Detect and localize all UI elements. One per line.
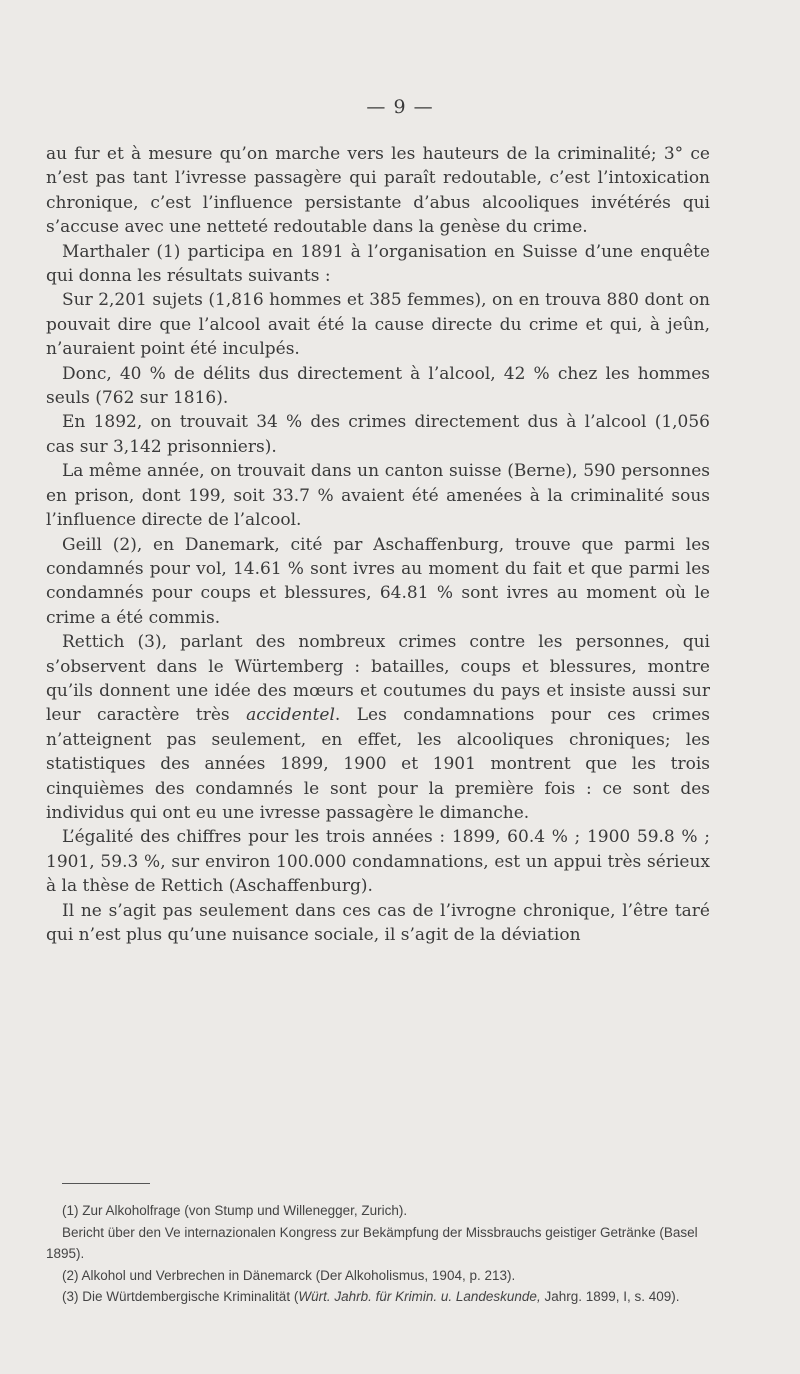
paragraph: Donc, 40 % de délits dus directement à l’alcool, 42 % chez les hommes seuls (762 sur 1816).	[46, 363, 710, 409]
footnote	[46, 1286, 710, 1308]
body-text	[46, 142, 710, 947]
footnotes	[46, 1200, 710, 1308]
paragraph-text: . Les condamnations pour ces crimes n’atteignent pas seulement, en effet, les alcooliques chroniques; les statistiques des années 1899, 1900 et 1901 montrent que les trois cinquièmes des condamnés le sont pour la première fois : ce sont des individus qui ont eu une ivresse passagère le dimanche.	[46, 705, 711, 823]
paragraph: Il ne s’agit pas seulement dans ces cas de l’ivrogne chronique, l’être taré qui n’est plus qu’une nuisance sociale, il s’agit de la déviation	[46, 900, 710, 945]
footnote: (1) Zur Alkoholfrage (von Stump und Willenegger, Zurich).	[62, 1203, 408, 1218]
footnote: Bericht über den Ve internazionalen Kongress zur Bekämpfung der Missbrauchs geistiger Getränke (Basel 1895).	[46, 1224, 698, 1262]
paragraph: L’égalité des chiffres pour les trois années : 1899, 60.4 % ; 1900 59.8 % ; 1901, 59.3 %, sur environ 100.000 condamnations, est un appui très sérieux à la thèse de Rettich (Aschaffenburg).	[46, 827, 710, 897]
footnote: (2) Alkohol und Verbrechen in Dänemarck (Der Alkoholismus, 1904, p. 213).	[62, 1267, 516, 1283]
paragraph-text: Rettich (3), parlant des nombreux crimes contre les personnes, qui s’observent dans le Würtemberg : batailles, coups et blessures, montre qu’ils donnent une idée des mœurs et coutumes du pays et insiste aussi sur leur caractère très	[46, 632, 710, 726]
paragraph: Marthaler (1) participa en 1891 à l’organisation en Suisse d’une enquête qui donna les résultats suivants :	[46, 241, 710, 287]
italic-term: accidentel	[246, 705, 335, 726]
footnote-text: Jahrg. 1899, I, s. 409).	[540, 1289, 680, 1305]
paragraph: En 1892, on trouvait 34 % des crimes directement dus à l’alcool (1,056 cas sur 3,142 prisonniers).	[46, 412, 710, 457]
footnote-text: (3) Die Würtdembergische Kriminalität (	[62, 1289, 299, 1305]
footnote-separator	[62, 1183, 150, 1184]
paragraph: Geill (2), en Danemark, cité par Aschaffenburg, trouve que parmi les condamnés pour vol, 14.61 % sont ivres au moment du fait et que parmi les condamnés pour coups et blessures, 64.81 % sont ivres au moment où le crime a été commis.	[46, 534, 710, 628]
paragraph	[46, 630, 710, 825]
paragraph: La même année, on trouvait dans un canton suisse (Berne), 590 personnes en prison, dont 199, soit 33.7 % avaient été amenées à la criminalité sous l’influence directe de l’alcool.	[46, 461, 710, 531]
paragraph: Sur 2,201 sujets (1,816 hommes et 385 femmes), on en trouva 880 dont on pouvait dire que l’alcool avait été la cause directe du crime et qui, à jeûn, n’auraient point été inculpés.	[46, 290, 710, 360]
italic-citation: Würt. Jahrb. für Krimin. u. Landeskunde,	[298, 1289, 541, 1305]
page-number: — 9 —	[366, 96, 434, 118]
paragraph: au fur et à mesure qu’on marche vers les hauteurs de la criminalité; 3° ce n’est pas tant l’ivresse passagère qui paraît redoutable, c’est l’intoxication chronique, c’est l’influence persistante d’abus alcooliques invétérés qui s’accuse avec une netteté redoutable dans la genèse du crime.	[46, 144, 710, 238]
